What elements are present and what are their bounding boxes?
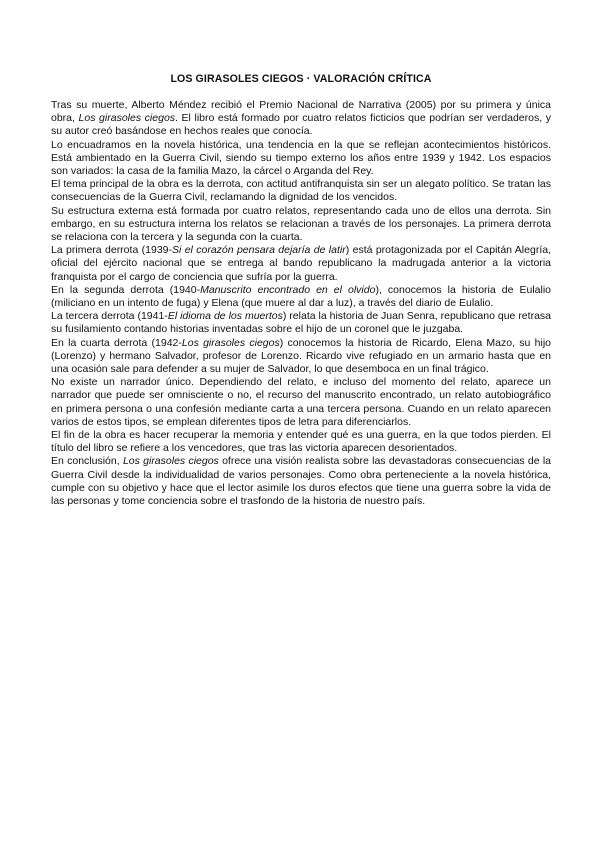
italic-title-text: Manuscrito encontrado en el olvido [200, 283, 376, 296]
paragraph [51, 178, 551, 204]
paragraph [51, 99, 551, 139]
paragraph [51, 205, 551, 245]
document-page [51, 72, 551, 508]
paragraph [51, 429, 551, 455]
paragraph [51, 337, 551, 377]
paragraph-text: La primera derrota (1939- [51, 244, 172, 257]
italic-title-text: El idioma de los muertos [167, 310, 283, 323]
paragraph-text: ofrece una visión realista sobre las devastadoras consecuencias de la Guerra Civil desde la individualidad de varios personajes. Como obra perteneciente a la novela histórica, cumple con su objetivo y hace que el lector asimile los duros efectos que tiene una guerra sobre la vida de las personas y tome conciencia sobre el trasfondo de la historia de nuestro país. [51, 455, 551, 508]
paragraph [51, 455, 551, 508]
paragraph-text: El tema principal de la obra es la derrota, con actitud antifranquista sin ser un alegato político. Se tratan las consecuencias de la Guerra Civil, reclamando la dignidad de los vencidos. [51, 178, 551, 204]
paragraph-text: . El libro está formado por cuatro relatos ficticios que podrían ser verdaderos, y su autor creó basándose en hechos reales que conocía. [51, 112, 551, 138]
paragraph-text: En conclusión, [51, 455, 123, 468]
document-body [51, 99, 551, 508]
paragraph-text: No existe un narrador único. Dependiendo del relato, e incluso del momento del relato, aparece un narrador que puede ser omnisciente o no, el recurso del manuscrito encontrado, un relato autobiográfico en primera persona o una confesión mediante carta a una tercera persona. Cuando en un relato aparecen varios de estos tipos, se emplean diferentes tipos de letra para diferenciarlos. [51, 376, 551, 428]
italic-title-text: Los girasoles ciegos [78, 112, 176, 125]
paragraph-text: En la cuarta derrota (1942- [51, 336, 182, 349]
paragraph [51, 244, 551, 284]
paragraph-text: ) relata la historia de Juan Senra, republicano que retrasa su fusilamiento contando historias inventadas sobre el hijo de un coronel que le juzgaba. [51, 310, 551, 336]
italic-title-text: Los girasoles ciegos [181, 336, 280, 349]
document-title: LOS GIRASOLES CIEGOS · VALORACIÓN CRÍTICA [170, 73, 432, 85]
paragraph-text: ) conocemos la historia de Ricardo, Elena Mazo, su hijo (Lorenzo) y hermano Salvador, profesor de Lorenzo. Ricardo vive refugiado en un armario hasta que en una ocasión sale para defender a su mujer de Salvador, lo que desemboca en un final trágico. [51, 336, 551, 376]
paragraph-text: Tras su muerte, Alberto Méndez recibió el Premio Nacional de Narrativa (2005) por su primera y única obra, [51, 99, 551, 125]
paragraph-text: El fin de la obra es hacer recuperar la memoria y entender qué es una guerra, en la que todos pierden. El título del libro se refiere a los vencedores, que tras las victoria aparecen desorientados. [51, 429, 551, 455]
paragraph [51, 310, 551, 336]
paragraph [51, 284, 551, 310]
paragraph-text: ), conocemos la historia de Eulalio (miliciano en un intento de fuga) y Elena (que muere al dar a luz), a través del diario de Eulalio. [51, 283, 551, 310]
paragraph-text: En la segunda derrota (1940- [51, 283, 201, 296]
paragraph-text: La tercera derrota (1941- [51, 310, 168, 323]
paragraph-text: Su estructura externa está formada por cuatro relatos, representando cada uno de ellos una derrota. Sin embargo, en su estructura interna los relatos se relacionan a través de los personajes. La primera derrota se relaciona con la tercera y la segunda con la cuarta. [51, 204, 551, 244]
paragraph-text: Lo encuadramos en la novela histórica, una tendencia en la que se reflejan acontecimientos históricos. Está ambientado en la Guerra Civil, siendo su tiempo externo los años entre 1939 y 1942. Los espacios son variados: la casa de la familia Mazo, la cárcel o Arganda del Rey. [51, 138, 551, 178]
italic-title-text: Los girasoles ciegos [122, 455, 219, 468]
paragraph-text: ) está protagonizada por el Capitán Alegría, oficial del ejército nacional que se entrega al bando republicano la madrugada anterior a la victoria franquista por el cargo de conciencia que sufría por la guerra. [51, 244, 551, 283]
paragraph [51, 376, 551, 429]
italic-title-text: Si el corazón pensara dejaría de latir [172, 244, 346, 257]
paragraph [51, 139, 551, 179]
